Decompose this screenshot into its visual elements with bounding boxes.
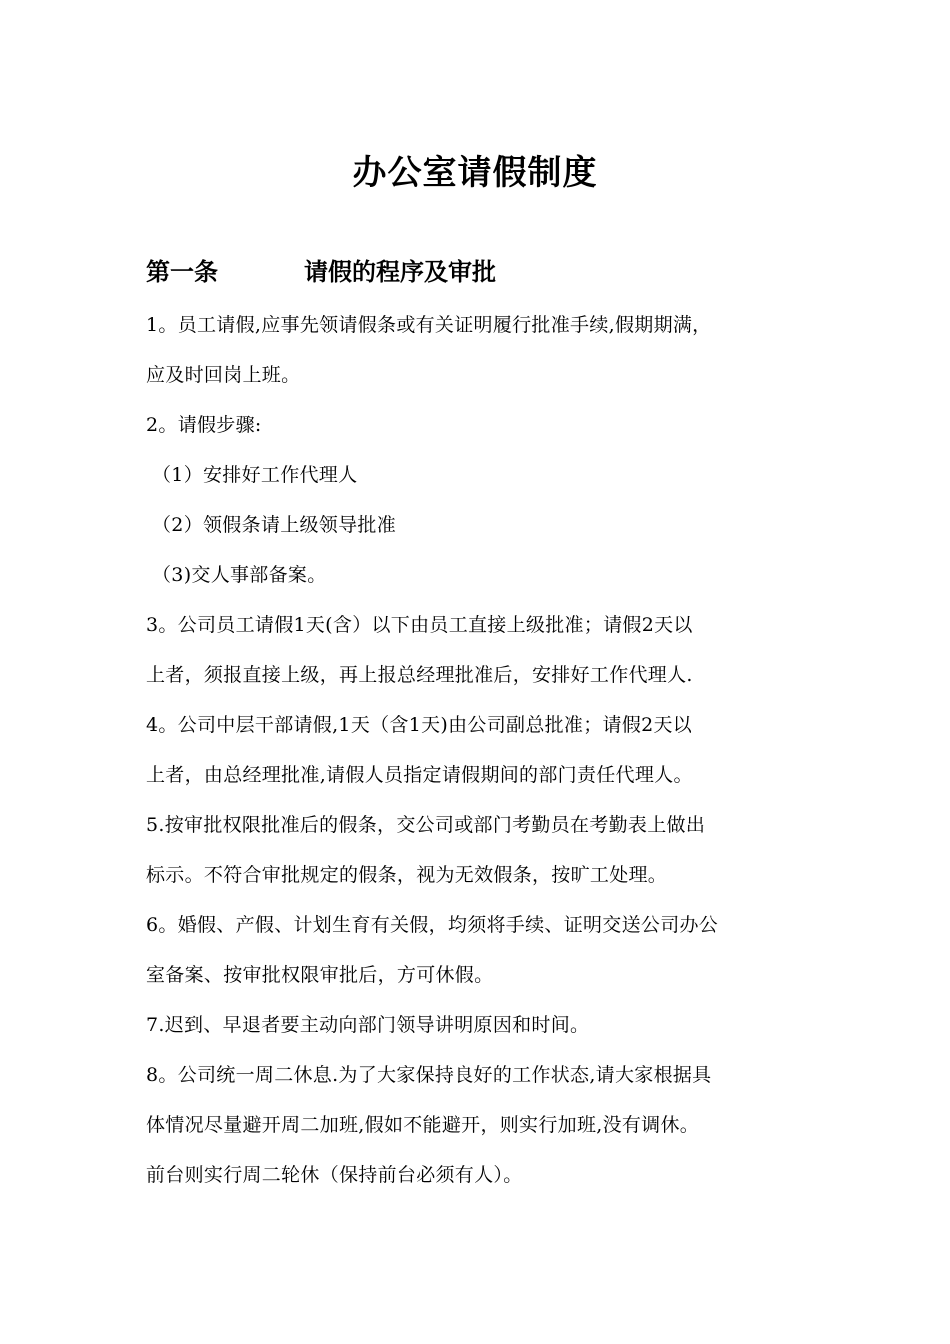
list-item: （2）领假条请上级领导批准 xyxy=(152,514,396,536)
paragraph-line: 前台则实行周二轮休（保持前台必须有人）。 xyxy=(146,1164,523,1186)
list-item: （1）安排好工作代理人 xyxy=(152,464,358,486)
paragraph-line: 标示。不符合审批规定的假条，视为无效假条，按旷工处理。 xyxy=(146,864,668,886)
paragraph-line: 上者，由总经理批准,请假人员指定请假期间的部门责任代理人。 xyxy=(146,764,693,786)
paragraph-line: 应及时回岗上班。 xyxy=(146,364,301,386)
document-title: 办公室请假制度 xyxy=(352,153,598,193)
paragraph-line: 体情况尽量避开周二加班,假如不能避开，则实行加班,没有调休。 xyxy=(146,1114,700,1136)
paragraph-line: 8。公司统一周二休息.为了大家保持良好的工作状态,请大家根据具 xyxy=(146,1064,712,1086)
section-number: 第一条 xyxy=(146,258,218,286)
list-item: （3)交人事部备案。 xyxy=(152,564,327,586)
section-title: 请假的程序及审批 xyxy=(304,258,496,286)
paragraph-line: 7.迟到、早退者要主动向部门领导讲明原因和时间。 xyxy=(146,1014,590,1036)
paragraph-line: 5.按审批权限批准后的假条，交公司或部门考勤员在考勤表上做出 xyxy=(146,814,706,836)
paragraph-line: 3。公司员工请假1天(含）以下由员工直接上级批准；请假2天以 xyxy=(146,614,693,636)
paragraph-line: 室备案、按审批权限审批后，方可休假。 xyxy=(146,964,494,986)
section-heading xyxy=(146,252,826,292)
paragraph-line: 上者，须报直接上级，再上报总经理批准后，安排好工作代理人. xyxy=(146,664,693,686)
paragraph-line: 1。员工请假,应事先领请假条或有关证明履行批准手续,假期期满， xyxy=(146,314,712,336)
paragraph-line: 6。婚假、产假、计划生育有关假，均须将手续、证明交送公司办公 xyxy=(146,914,719,936)
paragraph-line: 4。公司中层干部请假,1天（含1天)由公司副总批准；请假2天以 xyxy=(146,714,693,736)
document-body xyxy=(146,300,810,1200)
paragraph-line: 2。请假步骤: xyxy=(146,414,262,436)
